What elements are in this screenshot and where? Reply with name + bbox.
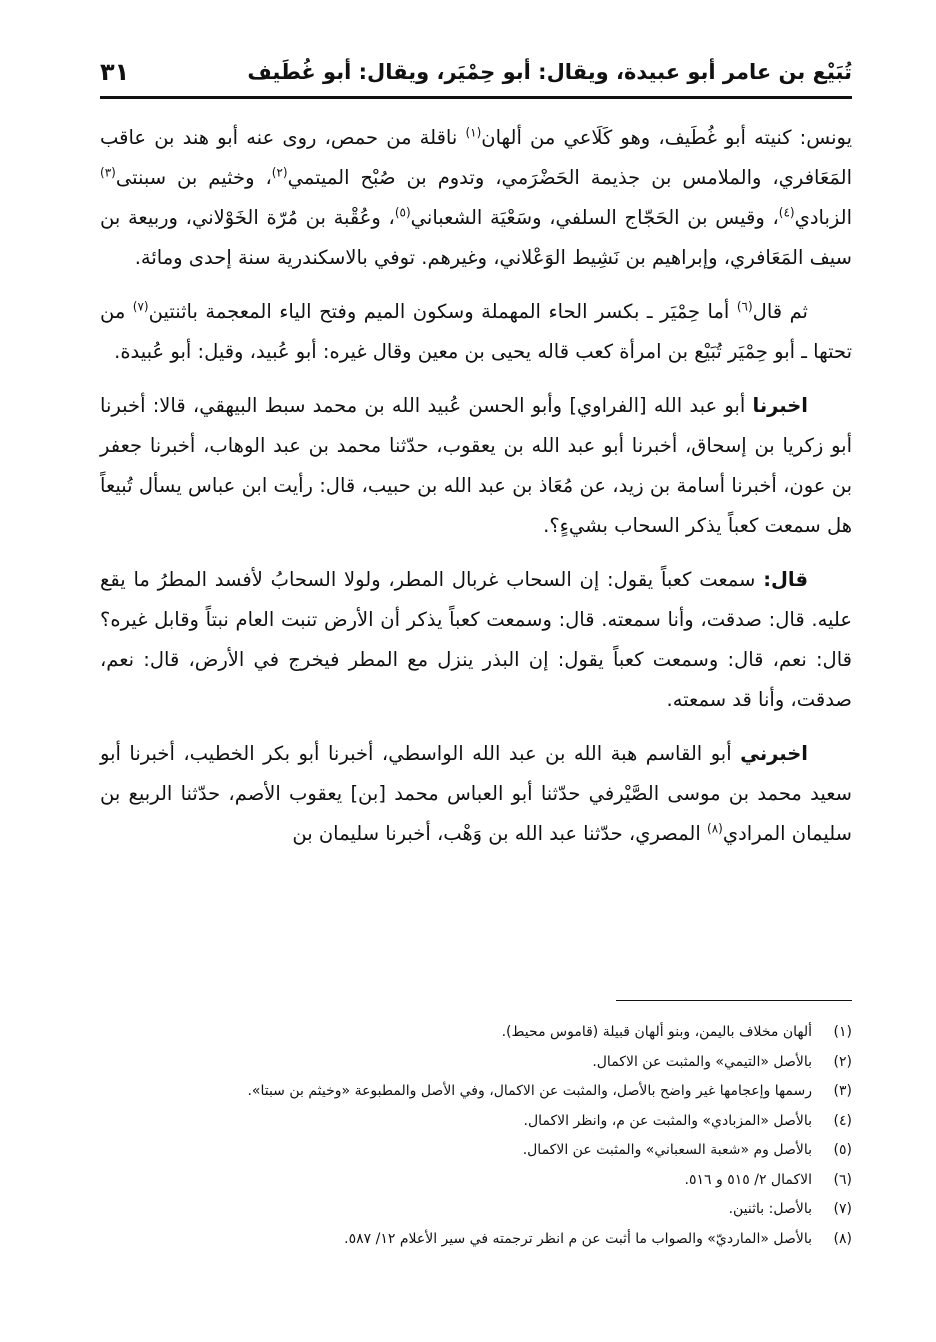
footnote-text: بالأصل: باثنين. xyxy=(728,1201,812,1217)
text-run: يونس: كنيته أبو غُطَيف، وهو كَلَاعي من ألهان xyxy=(481,126,852,149)
footnote-number: (١) xyxy=(833,1024,852,1040)
footnote-item xyxy=(100,1107,852,1137)
text-run: ناقلة من حمص، روى عنه أبو هند بن عاقب المَعَافري، والملامس بن جذيمة الحَضْرَمي، وتدوم بن صُبْح الميتمي xyxy=(100,126,852,189)
text-run: أبو القاسم هبة الله بن عبد الله الواسطي، أخبرنا أبو بكر الخطيب، أخبرنا أبو سعيد محمد بن موسى الصَّيْرفي حدّثنا أبو العباس محمد [بن] يعقوب الأصم، حدّثنا الربيع بن سليمان المرادي xyxy=(100,742,852,845)
footnote-text: رسمها وإعجامها غير واضح بالأصل، والمثبت عن الاكمال، وفي الأصل والمطبوعة «وخيثم بن سبتا». xyxy=(247,1083,812,1099)
footnote-item xyxy=(100,1195,852,1225)
isnad-lead-word: قال: xyxy=(763,568,808,591)
footnote-ref-1[interactable]: (١) xyxy=(465,125,482,140)
footnote-ref-7[interactable]: (٧) xyxy=(132,299,149,314)
text-run: أما حِمْيَر ـ بكسر الحاء المهملة وسكون الميم وفتح الياء المعجمة باثنتين xyxy=(148,300,737,323)
footnote-text: بالأصل «التيمي» والمثبت عن الاكمال. xyxy=(592,1053,812,1070)
footnote-text: الاكمال ٢/ ٥١٥ و ٥١٦. xyxy=(684,1171,812,1188)
footnotes-list xyxy=(100,1018,852,1254)
footnote-number: (٣) xyxy=(833,1083,852,1099)
running-head xyxy=(100,52,852,92)
footnote-number: (٧) xyxy=(833,1201,852,1217)
footnote-text: بالأصل وم «شعبة السعباني» والمثبت عن الاكمال. xyxy=(522,1142,812,1158)
footnote-ref-8[interactable]: (٨) xyxy=(707,821,723,836)
paragraph-isnad-1 xyxy=(100,386,852,546)
text-run: أبو عبد الله [الفراوي] وأبو الحسن عُبيد الله بن محمد سبط البيهقي، قالا: أخبرنا أبو زكريا بن إسحاق، أخبرنا أبو عبد الله بن يعقوب، حدّثنا محمد بن عبد الوهاب، أخبرنا جعفر بن عون، أخبرنا أسامة بن زيد، عن مُعَاذ بن عبد الله بن حبيب، قال: رأيت ابن عباس يسأل تُبيعاً هل سمعت كعباً يذكر السحاب بشيءٍ؟. xyxy=(100,394,852,537)
running-head-title: تُبَيْع بن عامر أبو عبيدة، ويقال: أبو حِمْيَر، ويقال: أبو غُطَيف xyxy=(247,60,852,84)
main-text xyxy=(100,118,852,854)
paragraph-kaab-report xyxy=(100,560,852,720)
footnote-item xyxy=(100,1225,852,1255)
page-number: ٣١ xyxy=(100,58,130,86)
text-run: سمعت كعباً يقول: إن السحاب غربال المطر، ولولا السحابُ لأفسد المطرُ ما يقع عليه. قال: صدقت، وأنا سمعته. قال: وسمعت كعباً يذكر أن الأرض تنبت العام نبتاً وقابل غيره؟ قال: نعم، قال: وسمعت كعباً يقول: إن البذر ينزل مع المطر فيخرج في الأرض، قال: نعم، صدقت، وأنا قد سمعته. xyxy=(100,568,852,711)
footnote-text: ألهان مخلاف باليمن، وبنو ألهان قبيلة (قاموس محيط). xyxy=(501,1024,812,1040)
footnote-number: (٤) xyxy=(833,1112,852,1129)
footnote-number: (٥) xyxy=(833,1142,852,1158)
paragraph-himyar-spelling xyxy=(100,292,852,372)
footnote-ref-4[interactable]: (٤) xyxy=(778,205,795,220)
footnote-text: بالأصل «المزبادي» والمثبت عن م، وانظر الاكمال. xyxy=(523,1112,812,1129)
paragraph-isnad-2 xyxy=(100,734,852,854)
footnote-ref-3[interactable]: (٣) xyxy=(100,165,116,180)
footnote-text: بالأصل «المارديّ» والصواب ما أثبت عن م انظر ترجمته في سير الأعلام ١٢/ ٥٨٧. xyxy=(344,1230,812,1247)
footnote-ref-2[interactable]: (٢) xyxy=(271,165,288,180)
footnote-number: (٢) xyxy=(833,1053,852,1070)
text-run: الزبادي xyxy=(794,206,853,229)
text-run: من تحتها ـ أبو حِمْيَر تُبَيْع بن امرأة كعب قاله يحيى بن معين وقال غيره: أبو عُبيد، وقيل: أبو عُبيدة. xyxy=(100,300,852,363)
text-run: ، وعُقْبة بن مُرّة الخَوْلاني، وربيعة بن سيف المَعَافري، وإبراهيم بن نَشِيط الوَعْلاني، وغيرهم. توفي بالاسكندرية سنة إحدى ومائة. xyxy=(100,206,852,269)
text-run: ، وقيس بن الحَجّاج السلفي، وسَعْيَة الشعباني xyxy=(410,206,779,229)
footnote-number: (٦) xyxy=(833,1171,852,1188)
footnote-ref-6[interactable]: (٦) xyxy=(736,299,753,314)
text-run: ثم قال xyxy=(752,300,808,323)
text-run: ، وخثيم بن سبنتى xyxy=(115,166,272,189)
footnote-separator xyxy=(616,1000,852,1001)
footnote-item xyxy=(100,1077,852,1107)
header-rule xyxy=(100,96,852,99)
isnad-lead-word: اخبرني xyxy=(740,742,808,765)
footnote-item xyxy=(100,1166,852,1196)
footnote-ref-5[interactable]: (٥) xyxy=(394,205,411,220)
footnote-number: (٨) xyxy=(833,1230,852,1247)
footnote-item xyxy=(100,1048,852,1078)
paragraph-biography xyxy=(100,118,852,278)
isnad-lead-word: اخبرنا xyxy=(752,394,808,417)
footnote-item xyxy=(100,1136,852,1166)
text-run: المصري، حدّثنا عبد الله بن وَهْب، أخبرنا سليمان بن xyxy=(292,822,707,845)
footnote-item xyxy=(100,1018,852,1048)
